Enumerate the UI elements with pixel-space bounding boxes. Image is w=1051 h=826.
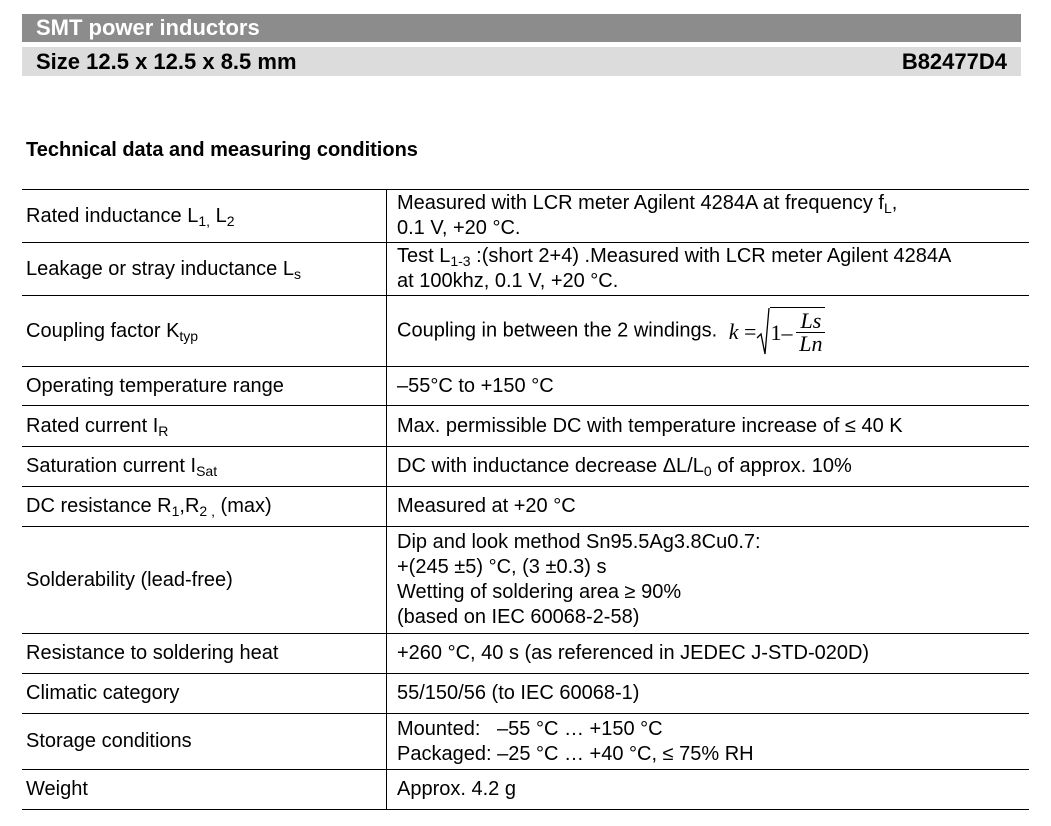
condition-cell: –55°C to +150 °C: [397, 374, 554, 397]
document-subtitle-bar: [22, 47, 1021, 76]
param-cell: DC resistance $R_1,R_{2 ,}$ (max): [22, 487, 387, 527]
param-cell: Weight: [22, 770, 387, 810]
fraction: $\frac{Ls}{Ln}$: [796, 310, 825, 355]
param-cell: Resistance to soldering heat: [22, 634, 387, 674]
table-row: [22, 190, 1029, 243]
param-cell: Rated current $I_R$: [22, 406, 387, 447]
condition-cell: Approx. 4.2 g: [397, 778, 516, 800]
table-row: [22, 447, 1029, 487]
param-cell: Storage conditions: [22, 714, 387, 770]
param-cell: Coupling factor $K_{typ}$: [22, 296, 387, 367]
section-title: Technical data and measuring conditions: [26, 139, 418, 161]
condition-cell: Test $L_{1-3}$ :(short 2+4) .Measured with LCR meter Agilent 4284A at 100khz, 0.1 V, +20 °C.: [397, 245, 952, 292]
param-cell: Operating temperature range: [22, 367, 387, 406]
table-row: [22, 714, 1029, 770]
coupling-formula: k = 1 – $\frac{Ls}{Ln}$: [729, 306, 825, 356]
condition-cell: Coupling in between the 2 windings. k = 1 – $\frac{Ls}{Ln}$: [387, 296, 1030, 367]
table-row: [22, 674, 1029, 714]
document-title-bar: [22, 14, 1021, 42]
table-row: [22, 367, 1029, 406]
param-cell: Leakage or stray inductance $L_s$: [22, 243, 387, 296]
table-row: [22, 243, 1029, 296]
table-row: [22, 406, 1029, 447]
condition-cell: +260 °C, 40 s (as referenced in JEDEC J-STD-020D): [397, 642, 870, 664]
square-root: 1 – $\frac{Ls}{Ln}$: [756, 306, 825, 356]
condition-cell: Measured at +20 °C: [397, 495, 576, 517]
condition-cell: Max. permissible DC with temperature increase of ≤ 40 K: [397, 414, 903, 437]
technical-data-table: [22, 189, 1029, 810]
param-cell: Rated inductance $L_{1,}$ $L_2$: [22, 190, 387, 243]
condition-cell: Mounted: –55 °C … +150 °C Packaged: –25 °C … +40 °C, ≤ 75% RH: [397, 717, 754, 765]
table-row: [22, 770, 1029, 810]
table-row: [22, 527, 1029, 634]
table-row: [22, 487, 1029, 527]
param-cell: Saturation current $I_{Sat}$: [22, 447, 387, 487]
document-title: SMT power inductors: [36, 15, 260, 40]
table-row: [22, 634, 1029, 674]
condition-cell: Measured with LCR meter Agilent 4284A at frequency $f_L$, 0.1 V, +20 °C.: [397, 192, 898, 239]
radical-sign-icon: [756, 306, 770, 356]
part-number: B82477D4: [901, 49, 1007, 74]
param-cell: Climatic category: [22, 674, 387, 714]
param-cell: Solderability (lead-free): [22, 527, 387, 634]
condition-cell: DC with inductance decrease $\Delta L/L_0$ of approx. 10%: [397, 455, 852, 479]
condition-cell: Dip and look method Sn95.5Ag3.8Cu0.7: +(245 ±5) °C, (3 ±0.3) s Wetting of soldering area ≥ 90% (based on IEC 60068-2-58): [397, 531, 761, 628]
condition-cell: 55/150/56 (to IEC 60068-1): [397, 682, 640, 704]
size-label: Size 12.5 x 12.5 x 8.5 mm: [36, 49, 297, 74]
table-row: [22, 296, 1029, 367]
